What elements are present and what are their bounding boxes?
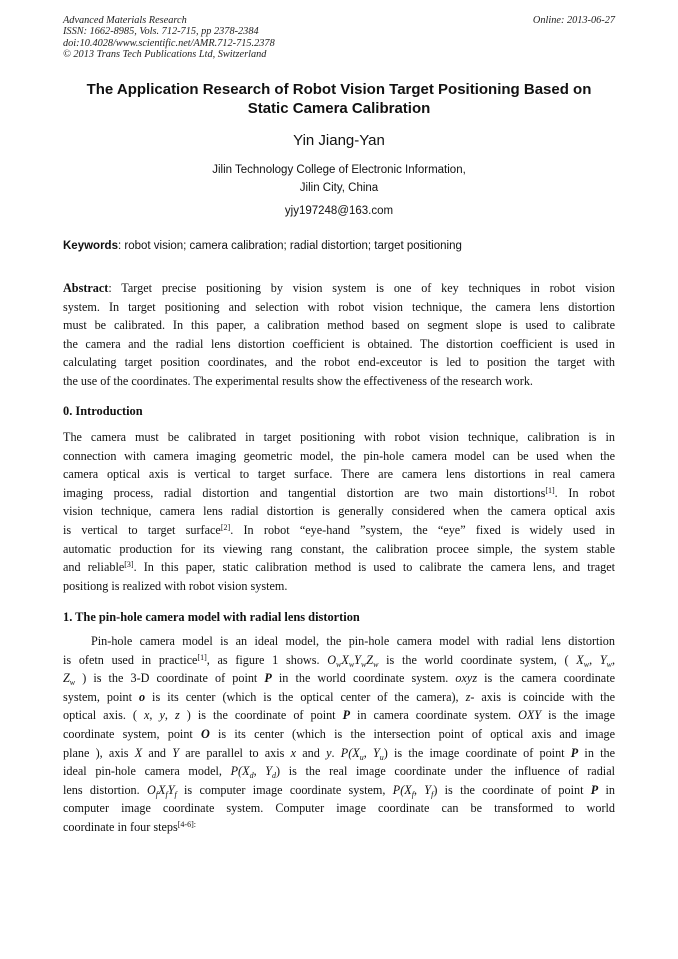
- intro-text: . In robot “eye-hand ”system, the “eye” fixed is widely used in: [230, 522, 615, 537]
- online-date: Online: 2013-06-27: [532, 15, 615, 26]
- journal-header: [63, 15, 275, 61]
- intro-text: . In this paper, static calibration method is used to calibrate the camera lens, and traget: [133, 560, 615, 575]
- sec1-text: lens distortion.: [63, 782, 147, 797]
- sec1-text: .: [331, 745, 341, 760]
- sec1-text: in the: [578, 745, 615, 760]
- sec1-line: Pin-hole camera model is an ideal model, the pin-hole camera model with radial lens distortion: [91, 634, 615, 648]
- intro-line: [63, 521, 615, 540]
- sec1-text: coordinate in four steps: [63, 819, 178, 834]
- symbol: Y: [265, 764, 273, 779]
- sec1-text: are parallel to axis: [179, 745, 291, 760]
- sec1-line: [63, 762, 615, 781]
- intro-text: and reliable: [63, 560, 125, 575]
- symbol: P(: [340, 745, 353, 760]
- symbol: X: [134, 745, 143, 760]
- abstract-line: the use of the coordinates. The experimental results show the effectiveness of the research work.: [63, 373, 533, 388]
- citation-3: [3]: [124, 560, 134, 570]
- sec1-text: system, point: [63, 689, 139, 704]
- sec1-line: [63, 744, 615, 763]
- symbol: P: [570, 745, 579, 760]
- sec1-text: is its center (which is the optical center of the camera),: [145, 689, 466, 704]
- intro-text: imaging process, radial distortion and tangential distortion are two main distortions: [63, 485, 546, 500]
- symbol: P: [590, 782, 599, 797]
- keywords: [63, 240, 615, 252]
- symbol: w: [360, 659, 367, 669]
- symbol: Y: [167, 782, 175, 797]
- intro-line: [63, 558, 615, 577]
- sec1-line: [63, 651, 615, 670]
- sec1-text: is the world coordinate system, (: [378, 652, 577, 667]
- symbol: f: [411, 789, 414, 799]
- symbol: f: [165, 789, 168, 799]
- symbol: d: [272, 771, 277, 781]
- citation-1: [1]: [545, 485, 555, 495]
- sec1-text: ) is the image coordinate of point: [383, 745, 571, 760]
- symbol: X: [404, 782, 412, 797]
- symbol: w: [336, 659, 342, 669]
- symbol: Y: [599, 652, 607, 667]
- sec1-line: [63, 688, 615, 707]
- sec1-text: ,: [611, 652, 615, 667]
- affiliation: [0, 161, 678, 197]
- symbol: z: [465, 689, 471, 704]
- issn-line: ISSN: 1662-8985, Vols. 712-715, pp 2378-2384: [63, 26, 259, 38]
- sec1-text: ideal pin-hole camera model,: [63, 764, 231, 779]
- symbol: w: [348, 659, 355, 669]
- symbol: P(: [230, 764, 243, 779]
- section-heading-pinhole-model: 1. The pin-hole camera model with radial lens distortion: [63, 610, 360, 624]
- author-name: Yin Jiang-Yan: [293, 132, 385, 149]
- intro-line: [63, 484, 615, 503]
- sec1-text: plane ), axis: [63, 745, 135, 760]
- abstract-line: [63, 279, 615, 298]
- sec1-line: computer image coordinate system. Computer image coordinate can be transformed to world: [63, 801, 615, 816]
- symbol: Z: [63, 671, 70, 686]
- symbol: w: [69, 678, 76, 688]
- intro-line: camera optical axis is vertical to target surface. There are camera lens distortions in real camera: [63, 467, 615, 482]
- symbol: X: [576, 652, 584, 667]
- sec1-text: in: [598, 782, 615, 797]
- symbol: O: [327, 652, 337, 667]
- abstract-line: the camera and the radial lens distortion coefficient is obtained. The distortion coefficient is used in: [63, 336, 615, 351]
- symbol: u: [379, 752, 384, 762]
- symbol: x: [143, 708, 150, 723]
- symbol: w: [373, 659, 379, 669]
- sec1-line: [63, 781, 615, 800]
- symbol: f: [155, 789, 159, 799]
- symbol: Y: [373, 745, 380, 760]
- symbol: P: [264, 671, 272, 686]
- symbol: oxyz: [455, 671, 478, 686]
- symbol: y: [159, 708, 165, 723]
- keywords-label: Keywords: [63, 240, 118, 252]
- sec1-text: is ofetn used in practice: [63, 652, 198, 667]
- intro-line: positiong is realized with robot vision system.: [63, 578, 288, 593]
- sec1-text: ,: [149, 708, 160, 723]
- sec1-text: ) is the coordinate of point: [433, 782, 591, 797]
- symbol: w: [583, 659, 590, 669]
- sec1-text: is the camera coordinate: [477, 671, 615, 686]
- symbol: O: [146, 782, 156, 797]
- symbol: z: [174, 708, 180, 723]
- symbol: P(: [392, 782, 405, 797]
- abstract-line: system. In target positioning and selection with robot vision technique, the camera lens distortion: [63, 299, 615, 314]
- sec1-text: is its center (which is the intersection point of optical axis and image: [209, 726, 615, 741]
- sec1-text: and: [296, 745, 327, 760]
- introduction-paragraph: [63, 428, 615, 595]
- symbol: o: [138, 689, 146, 704]
- symbol: Y: [172, 745, 180, 760]
- title-line-1: The Application Research of Robot Vision Target Positioning Based on: [86, 81, 592, 98]
- intro-line: The camera must be calibrated in target positioning with robot vision technique, calibration is in: [63, 430, 615, 444]
- section-heading-introduction: 0. Introduction: [63, 404, 143, 418]
- doi-line: doi:10.4028/www.scientific.net/AMR.712-715.2378: [63, 37, 275, 49]
- sec1-text: in the world coordinate system.: [271, 671, 456, 686]
- symbol: OXY: [518, 708, 542, 723]
- journal-name: Advanced Materials Research: [63, 15, 187, 26]
- sec1-line: [63, 706, 615, 725]
- symbol: Y: [424, 782, 432, 797]
- symbol: w: [606, 659, 612, 669]
- sec1-text: ,: [363, 745, 373, 760]
- abstract-line: calculating target position coordinates, and the robot end-exceutor is led to position the target with: [63, 355, 615, 370]
- symbol: X: [158, 782, 166, 797]
- citation-2: [2]: [220, 522, 231, 532]
- title-line-2: Static Camera Calibration: [247, 100, 431, 117]
- sec1-text: ,: [253, 764, 266, 779]
- symbol: Z: [366, 652, 374, 667]
- abstract-line: must be calibrated. In this paper, a calibration method based on segment slope is used to calibrate: [63, 318, 615, 333]
- intro-line: automatic production for its viewing rang constant, the calibration procee simple, the system stable: [63, 541, 615, 556]
- sec1-line: [63, 818, 615, 837]
- sec1-text: is computer image coordinate system,: [176, 782, 393, 797]
- copyright-line: © 2013 Trans Tech Publications Ltd, Switzerland: [63, 49, 267, 61]
- sec1-text: ) is the real image coordinate under the influence of radial: [276, 764, 615, 779]
- symbol: X: [341, 652, 349, 667]
- sec1-text: ,: [164, 708, 175, 723]
- sec1-text: ) is the coordinate of point: [179, 708, 343, 723]
- symbol: y: [326, 745, 332, 760]
- keywords-text: : robot vision; camera calibration; radial distortion; target positioning: [117, 240, 462, 252]
- symbol: Y: [354, 652, 361, 667]
- symbol: x: [290, 745, 297, 760]
- sec1-text: is the image: [541, 708, 615, 723]
- affiliation-line-1: Jilin Technology College of Electronic Information,: [212, 164, 466, 176]
- citation-1: [1]: [197, 652, 207, 662]
- paper-title: [50, 80, 628, 118]
- symbol: P: [342, 708, 351, 723]
- sec1-text: - axis is coincide with the: [470, 689, 615, 704]
- sec1-text: in camera coordinate system.: [350, 708, 519, 723]
- intro-line: vision technique, camera lens radial distortion is generally considered when the camera optical axis: [63, 504, 615, 519]
- symbol: f: [431, 789, 434, 799]
- symbol: O: [201, 726, 210, 741]
- citation-2: [4-6]:: [177, 819, 196, 829]
- sec1-text: coordinate system, point: [63, 726, 202, 741]
- symbol: u: [359, 752, 364, 762]
- symbol: f: [174, 789, 177, 799]
- pinhole-model-paragraph: [63, 632, 615, 837]
- sec1-text: ,: [413, 782, 425, 797]
- abstract: [63, 279, 615, 391]
- sec1-text: and: [142, 745, 173, 760]
- author-email: yjy197248@163.com: [284, 205, 394, 217]
- intro-text: . In robot: [554, 485, 615, 500]
- symbol: X: [352, 745, 360, 760]
- sec1-text: ,: [589, 652, 600, 667]
- intro-text: is vertical to target surface: [63, 522, 221, 537]
- sec1-line: [63, 725, 615, 744]
- symbol: d: [249, 771, 254, 781]
- sec1-line: [63, 669, 615, 688]
- abstract-label: Abstract: [63, 281, 109, 295]
- sec1-text: , as figure 1 shows.: [206, 652, 328, 667]
- affiliation-line-2: Jilin City, China: [299, 182, 379, 194]
- symbol: X: [242, 764, 250, 779]
- abstract-text: : Target precise positioning by vision system is one of key techniques in robot vision: [108, 281, 615, 295]
- sec1-text: optical axis. (: [63, 708, 144, 723]
- intro-line: connection with camera imaging geometric model, the pin-hole camera model can be used when the: [63, 448, 615, 463]
- sec1-text: ) is the 3-D coordinate of point: [75, 671, 265, 686]
